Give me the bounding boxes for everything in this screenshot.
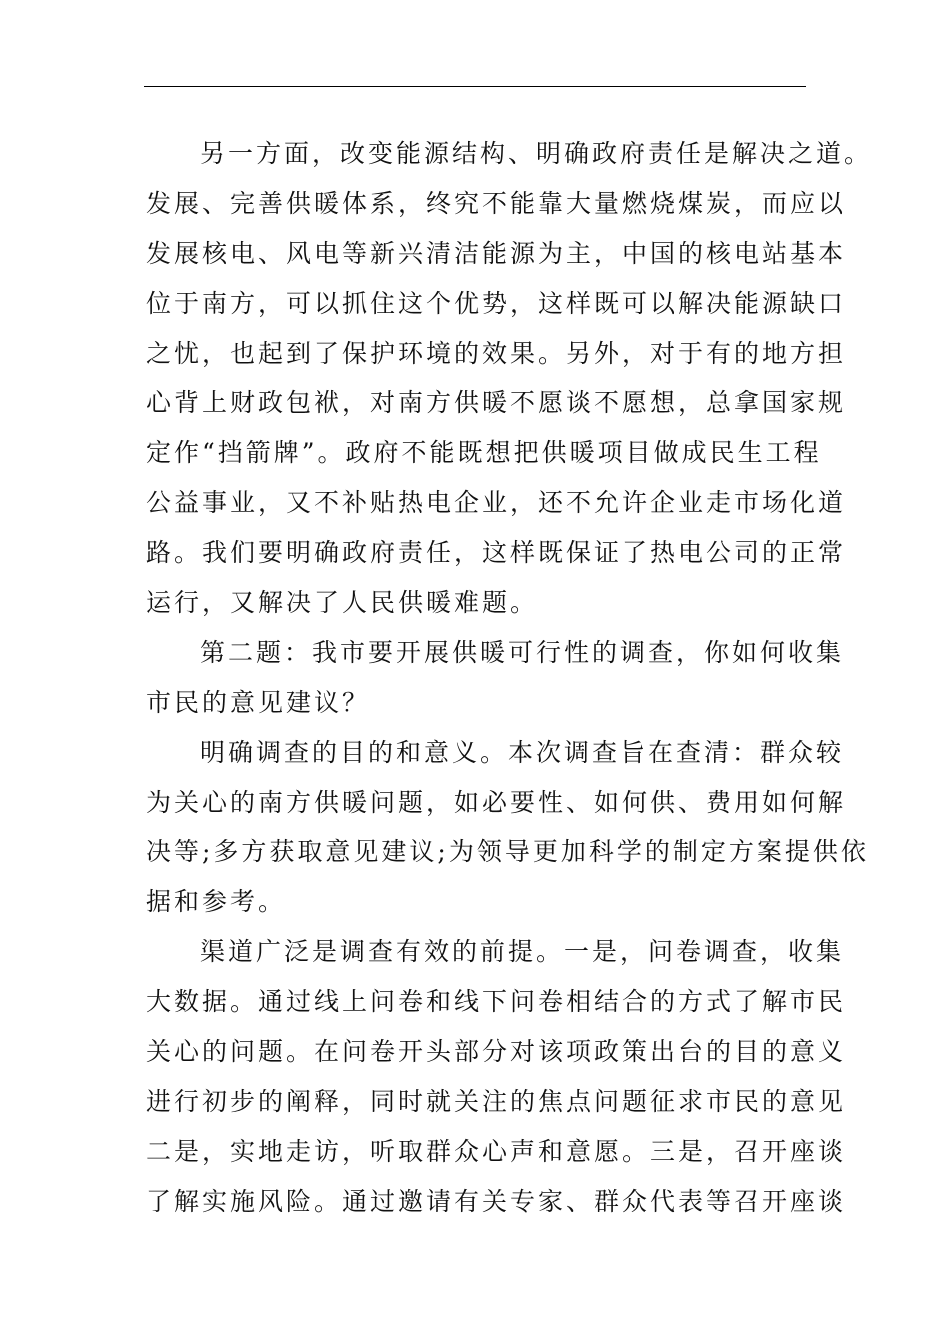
text-line: 据和参考。 bbox=[146, 887, 287, 917]
text-line: 大数据。通过线上问卷和线下问卷相结合的方式了解市民 bbox=[146, 987, 847, 1017]
text-line: 发展核电、风电等新兴清洁能源为主，中国的核电站基本 bbox=[146, 238, 847, 268]
question-heading-line: 市民的意见建议？ bbox=[146, 687, 371, 717]
text-line: 发展、完善供暖体系，终究不能靠大量燃烧煤炭，而应以 bbox=[146, 188, 847, 218]
text-line: 关心的问题。在问卷开头部分对该项政策出台的目的意义 bbox=[146, 1037, 847, 1067]
text-line: 运行，又解决了人民供暖难题。 bbox=[146, 588, 539, 618]
text-line: 另一方面，改变能源结构、明确政府责任是解决之道。 bbox=[200, 139, 873, 168]
text-line: 公益事业，又不补贴热电企业，还不允许企业走市场化道 bbox=[146, 488, 847, 518]
text-line: 为关心的南方供暖问题，如必要性、如何供、费用如何解 bbox=[146, 787, 847, 817]
text-line: 位于南方，可以抓住这个优势，这样既可以解决能源缺口 bbox=[146, 288, 847, 318]
text-line: 路。我们要明确政府责任，这样既保证了热电公司的正常 bbox=[146, 538, 847, 568]
text-line: 渠道广泛是调查有效的前提。一是，问卷调查，收集 bbox=[200, 937, 845, 967]
text-line: 了解实施风险。通过邀请有关专家、群众代表等召开座谈 bbox=[146, 1186, 847, 1216]
text-line: 明确调查的目的和意义。本次调查旨在查清：群众较 bbox=[200, 737, 845, 767]
header-rule bbox=[144, 86, 806, 87]
text-line: 之忧，也起到了保护环境的效果。另外，对于有的地方担 bbox=[146, 338, 847, 368]
question-heading-line: 第二题：我市要开展供暖可行性的调查，你如何收集 bbox=[200, 637, 845, 667]
text-line: 心背上财政包袱，对南方供暖不愿谈不愿想，总拿国家规 bbox=[146, 388, 847, 418]
text-line: 二是，实地走访，听取群众心声和意愿。三是，召开座谈 bbox=[146, 1136, 847, 1166]
text-line: 进行初步的阐释，同时就关注的焦点问题征求市民的意见 bbox=[146, 1086, 847, 1116]
text-line: 定作“挡箭牌”。政府不能既想把供暖项目做成民生工程 bbox=[146, 438, 822, 468]
text-line: 决等;多方获取意见建议;为领导更加科学的制定方案提供依 bbox=[146, 837, 869, 867]
document-body bbox=[146, 129, 873, 1227]
